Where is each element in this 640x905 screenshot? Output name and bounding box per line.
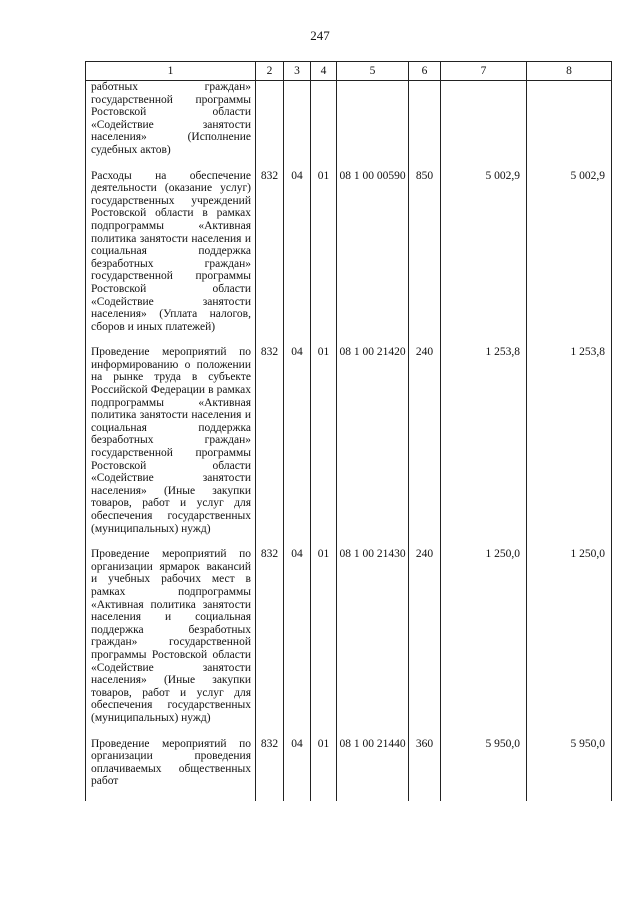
amount-cell: 1 253,8 xyxy=(441,346,527,548)
column-header: 2 xyxy=(256,62,284,81)
table-row xyxy=(86,548,612,737)
amount-cell: 1 250,0 xyxy=(441,548,527,737)
amount-cell: 5 950,0 xyxy=(441,738,527,801)
row-description: Проведение мероприятий по информированию о положении на рынке труда в субъекте Российской Федерации в рамках подпрограммы «Активная политика занятости населения и социальная поддержка безработных граждан» государственной программы Ростовской области «Содействие занятости населения» (Иные закупки товаров, работ и услуг для обеспечения государственных (муниципальных) нужд) xyxy=(86,346,256,548)
column-header: 4 xyxy=(311,62,337,81)
table-row xyxy=(86,738,612,801)
row-description: работных граждан» государственной программы Ростовской области «Содействие занятости населения» (Исполнение судебных актов) xyxy=(86,81,256,170)
amount-cell: 5 950,0 xyxy=(527,738,612,801)
subsection-code-cell xyxy=(311,81,337,170)
target-article-cell: 08 1 00 21420 xyxy=(337,346,409,548)
amount-cell: 1 253,8 xyxy=(527,346,612,548)
column-header: 7 xyxy=(441,62,527,81)
page-number: 247 xyxy=(310,28,330,43)
subsection-code-cell: 01 xyxy=(311,548,337,737)
target-article-cell xyxy=(337,81,409,170)
ministry-code-cell: 832 xyxy=(256,738,284,801)
section-code-cell: 04 xyxy=(284,170,311,347)
expense-type-cell: 360 xyxy=(409,738,441,801)
ministry-code-cell xyxy=(256,81,284,170)
expense-type-cell: 240 xyxy=(409,346,441,548)
subsection-code-cell: 01 xyxy=(311,170,337,347)
row-description: Проведение мероприятий по организации ярмарок вакансий и учебных рабочих мест в рамках подпрограммы «Активная политика занятости населения и социальная поддержка безработных граждан» государственной программы Ростовской области «Содействие занятости населения» (Иные закупки товаров, работ и услуг для обеспечения государственных (муниципальных) нужд) xyxy=(86,548,256,737)
expense-type-cell: 240 xyxy=(409,548,441,737)
amount-cell xyxy=(441,81,527,170)
ministry-code-cell: 832 xyxy=(256,170,284,347)
row-description: Расходы на обеспечение деятельности (оказание услуг) государственных учреждений Ростовской области в рамках подпрограммы «Активная политика занятости населения и социальная поддержка безработных граждан» государственной программы Ростовской области «Содействие занятости населения» (Уплата налогов, сборов и иных платежей) xyxy=(86,170,256,347)
table-header-row xyxy=(86,62,612,81)
table-row xyxy=(86,81,612,170)
amount-cell: 1 250,0 xyxy=(527,548,612,737)
subsection-code-cell: 01 xyxy=(311,346,337,548)
target-article-cell: 08 1 00 00590 xyxy=(337,170,409,347)
section-code-cell xyxy=(284,81,311,170)
column-header: 8 xyxy=(527,62,612,81)
amount-cell: 5 002,9 xyxy=(441,170,527,347)
expense-type-cell: 850 xyxy=(409,170,441,347)
section-code-cell: 04 xyxy=(284,738,311,801)
ministry-code-cell: 832 xyxy=(256,346,284,548)
target-article-cell: 08 1 00 21430 xyxy=(337,548,409,737)
subsection-code-cell: 01 xyxy=(311,738,337,801)
column-header: 5 xyxy=(337,62,409,81)
amount-cell xyxy=(527,81,612,170)
column-header: 3 xyxy=(284,62,311,81)
table-row xyxy=(86,346,612,548)
amount-cell: 5 002,9 xyxy=(527,170,612,347)
row-description: Проведение мероприятий по организации проведения оплачиваемых общественных работ xyxy=(86,738,256,801)
section-code-cell: 04 xyxy=(284,346,311,548)
column-header: 6 xyxy=(409,62,441,81)
table-row xyxy=(86,170,612,347)
column-header: 1 xyxy=(86,62,256,81)
expense-type-cell xyxy=(409,81,441,170)
target-article-cell: 08 1 00 21440 xyxy=(337,738,409,801)
section-code-cell: 04 xyxy=(284,548,311,737)
ministry-code-cell: 832 xyxy=(256,548,284,737)
budget-table xyxy=(85,61,612,801)
